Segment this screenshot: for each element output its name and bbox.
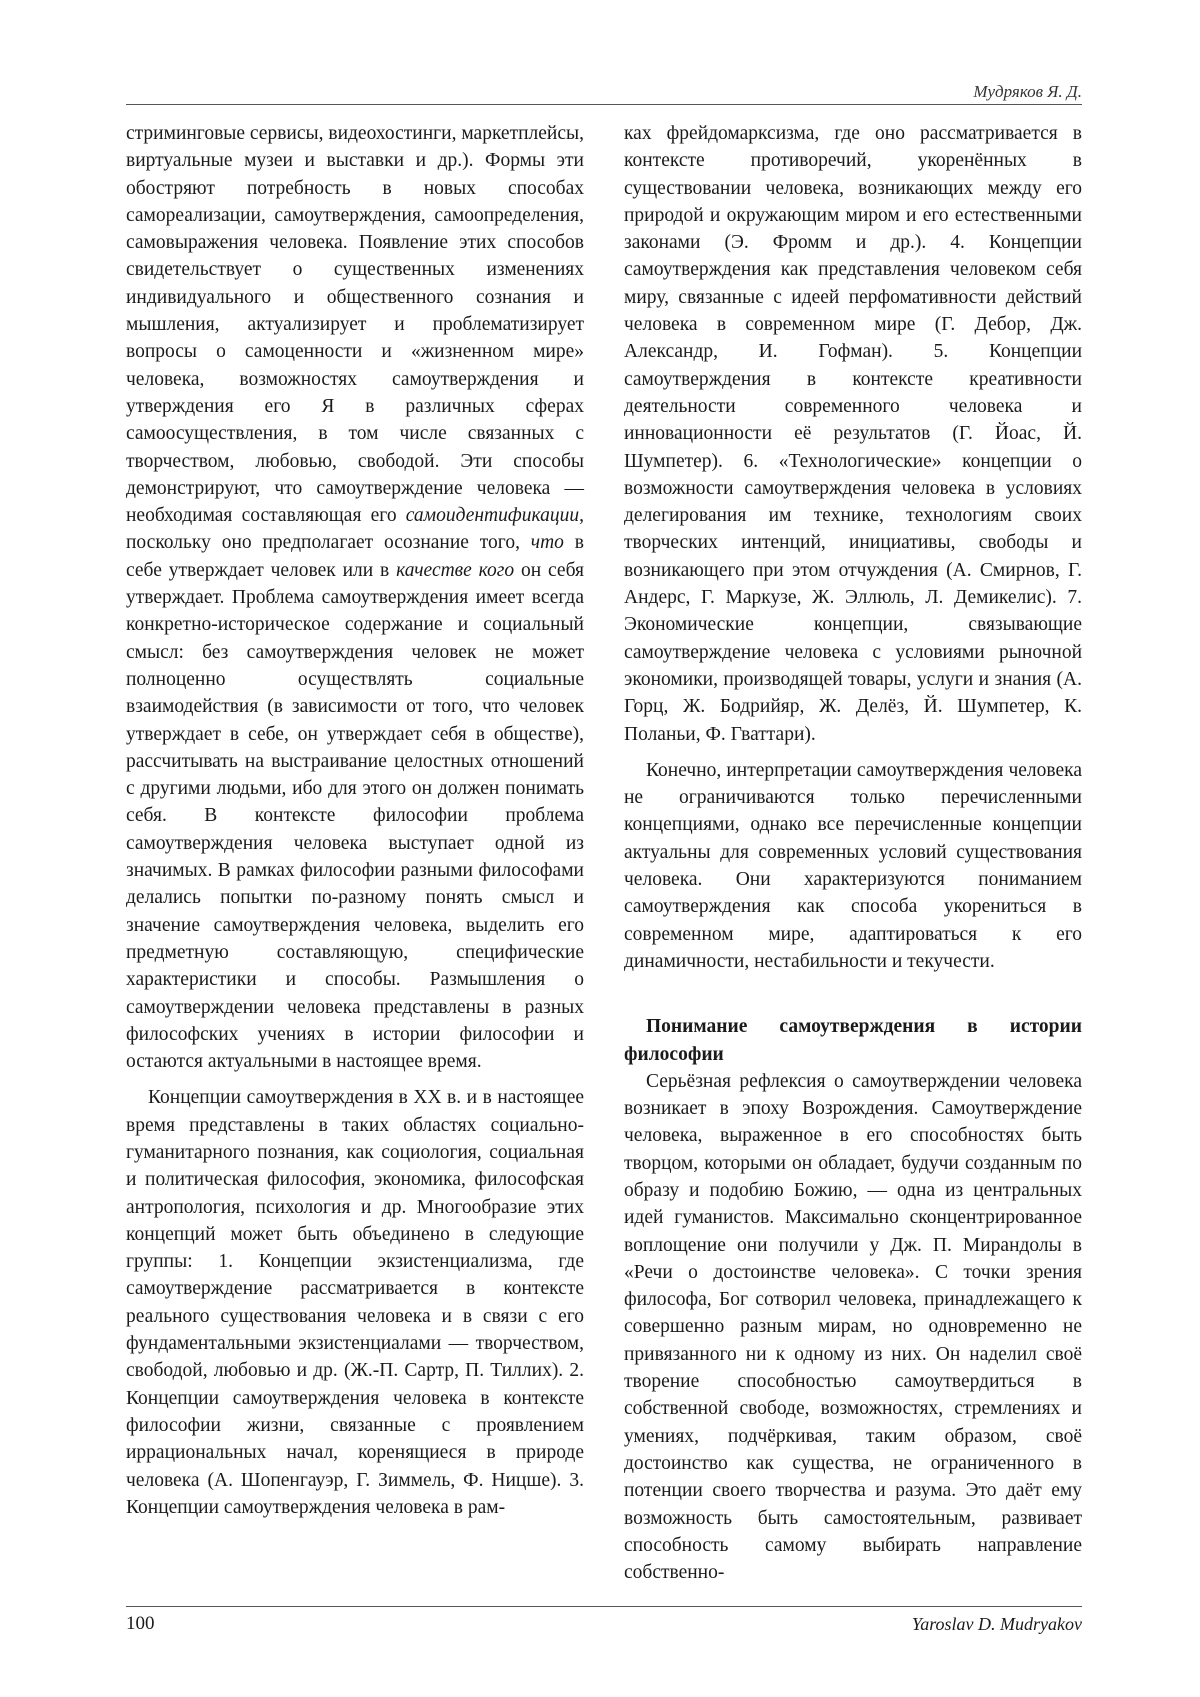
text-run: , поскольку оно предполагает осознание того, — [126, 505, 584, 554]
italic-term: самоидентификации — [405, 505, 580, 527]
footer-rule — [126, 1606, 1082, 1607]
left-column — [126, 120, 584, 1521]
italic-term: что — [530, 532, 564, 554]
right-column — [624, 120, 1082, 1586]
running-head: Мудряков Я. Д. — [973, 82, 1082, 101]
paragraph: Концепции самоутверждения в XX в. и в настоящее время представлены в таких областях социально-гуманитарного познания, как социология, социальная и политическая философия, экономика, философская антропология, психология и др. Многообразие этих концепций может быть объединено в следующие группы: 1. Концепции экзистенциализма, где самоутверждение рассматривается в контексте реального существования человека и в связи с его фундаментальными экзистенциалами — творчеством, свободой, любовью и др. (Ж.-П. Сартр, П. Тиллих). 2. Концепции самоутверждения человека в контексте философии жизни, связанные с проявлением иррациональных начал, коренящиеся в природе человека (А. Шопенгауэр, Г. Зиммель, Ф. Ницше). 3. Концепции самоутверждения человека в рам- — [126, 1087, 584, 1518]
text-run: в себе утверждает человек или в — [126, 532, 584, 581]
header-rule — [126, 104, 1082, 105]
text-run: он себя утверждает. Проблема самоутверждения имеет всегда конкретно-историческое содержание и социальный смысл: без самоутверждения человек не может полноценно осуществлять социальные взаимодействия (в зависимости от того, что человек утверждает в себе, он утверждает себя в обществе), рассчитывать на выстраивание целостных отношений с другими людьми, ибо для этого он должен понимать себя. В контексте философии проблема самоутверждения человека выступает одной из значимых. В рамках философии разными философами делались попытки по-разному понять смысл и значение самоутверждения человека, выделить его предметную составляющую, специфические характеристики и способы. Размышления о самоутверждении человека представлены в разных философских учениях в истории философии и остаются актуальными в настоящее время. — [126, 559, 584, 1073]
paragraph: ках фрейдомарксизма, где оно рассматривается в контексте противоречий, укоренённых в существовании человека, возникающих между его природой и окружающим миром и его естественными законами (Э. Фромм и др.). 4. Концепции самоутверждения как представления человеком себя миру, связанные с идеей перфомативности действий человека в современном мире (Г. Дебор, Дж. Александр, И. Гофман). 5. Концепции самоутверждения в контексте креативности деятельности современного человека и инновационности её результатов (Г. Йоас, Й. Шумпетер). 6. «Технологические» концепции о возможности самоутверждения человека в условиях делегирования им технике, технологиям своих творческих интенций, инициативы, свободы и возникающего при этом отчуждения (А. Смирнов, Г. Андерс, Г. Маркузе, Ж. Эллюль, Л. Демикелис). 7. Экономические концепции, связывающие самоутверждение человека с условиями рыночной экономики, производящей товары, услуги и знания (А. Горц, Ж. Бодрийяр, Ж. Делёз, Й. Шумпетер, К. Поланьи, Ф. Гваттари). — [624, 123, 1082, 745]
page-number: 100 — [126, 1613, 155, 1634]
footer-author: Yaroslav D. Mudryakov — [911, 1614, 1082, 1634]
text-run: стриминговые сервисы, видеохостинги, маркетплейсы, виртуальные музеи и выставки и др.). Формы эти обостряют потребность в новых способах самореализации, самоутверждения, самоопределения, самовыражения человека. Появление этих способов свидетельствует о существенных изменениях индивидуального и общественного сознания и мышления, актуализирует и проблематизирует вопросы о самоценности и «жизненном мире» человека, возможностях самоутверждения и утверждения его Я в различных сферах самоосуществления, в том числе связанных с творчеством, любовью, свободой. Эти способы демонстрируют, что самоутверждение человека — необходимая составляющая его — [126, 123, 584, 527]
paragraph — [126, 120, 584, 1075]
italic-term: качестве кого — [396, 559, 515, 581]
paragraph: Конечно, интерпретации самоутверждения человека не ограничиваются только перечисленными концепциями, однако все перечисленные концепции актуальны для современных условий существования человека. Они характеризуются пониманием самоутверждения как способа укорениться в современном мире, адаптироваться к его динамичности, нестабильности и текучести. — [624, 759, 1082, 972]
paragraph: Серьёзная рефлексия о самоутверждении человека возникает в эпоху Возрождения. Самоутверждение человека, выраженное в его способностях быть творцом, которыми он обладает, будучи созданным по образу и подобию Божию, — одна из центральных идей гуманистов. Максимально сконцентрированное воплощение они получили у Дж. П. Мирандолы в «Речи о достоинстве человека». С точки зрения философа, Бог сотворил человека, принадлежащего к совершенно разным мирам, но одновременно не привязанного ни к одному из них. Он наделил своё творение способностью самоутвердиться в собственной свободе, возможностях, стремлениях и умениях, подчёркивая, таким образом, своё достоинство как существа, не ограниченного в потенции своего творчества и разума. Это даёт ему возможность быть самостоятельным, развивает способность самому выбирать направление собственно- — [624, 1070, 1082, 1584]
section-heading: Понимание самоутверждения в истории философии — [624, 1016, 1082, 1065]
